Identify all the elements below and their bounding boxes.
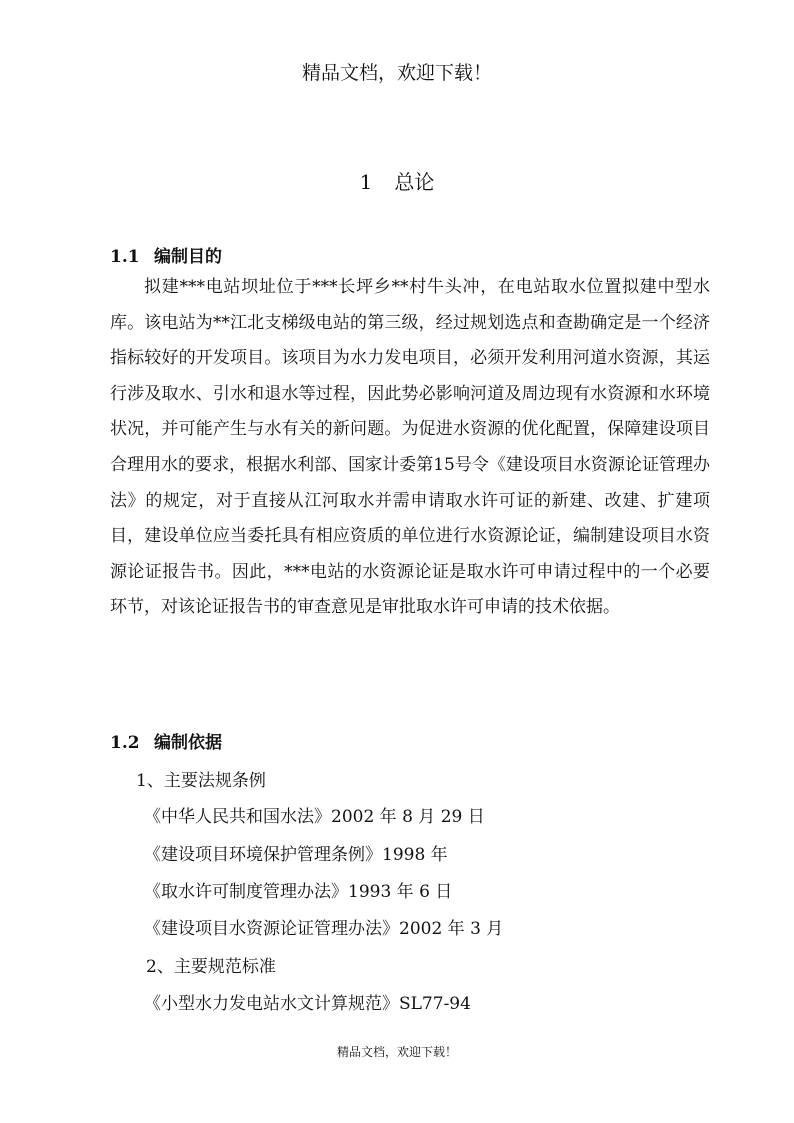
section-title: 编制目的: [154, 247, 222, 267]
chapter-number: 1: [359, 170, 373, 194]
law-item: 《中华人民共和国水法》2002 年 8 月 29 日: [144, 807, 485, 827]
section-heading-1-2: [110, 728, 222, 753]
law-item: 《取水许可制度管理办法》1993 年 6 日: [144, 882, 453, 902]
page-header: 精品文档，欢迎下载！: [301, 62, 492, 84]
subsection-standards: 2、主要规范标准: [146, 957, 276, 977]
section-number: 1.2: [110, 733, 140, 753]
section-title: 编制依据: [154, 733, 222, 753]
law-item: 《建设项目环境保护管理条例》1998 年: [144, 845, 448, 865]
section-heading-1-1: [110, 242, 222, 267]
standard-item: 《小型水力发电站水文计算规范》SL77-94: [144, 994, 471, 1014]
chapter-heading: [0, 166, 794, 195]
page-footer: 精品文档，欢迎下载！: [336, 1045, 457, 1059]
subsection-laws: 1、主要法规条例: [136, 771, 266, 791]
section-number: 1.1: [110, 247, 140, 267]
purpose-paragraph: 拟建***电站坝址位于***长坪乡**村牛头冲，在电站取水位置拟建中型水库。该电站为**江北支梯级电站的第三级，经过规划选点和查勘确定是一个经济指标较好的开发项目。该项目为水力发电项目，必须开发利用河道水资源，其运行涉及取水、引水和退水等过程，因此势必影响河道及周边现有水资源和水环境状况，并可能产生与水有关的新问题。为促进水资源的优化配置，保障建设项目合理用水的要求，根据水利部、国家计委第15号令《建设项目水资源论证管理办法》的规定，对于直接从江河取水并需申请取水许可证的新建、改建、扩建项目，建设单位应当委托具有相应资质的单位进行水资源论证，编制建设项目水资源论证报告书。因此，***电站的水资源论证是取水许可申请过程中的一个必要环节，对该论证报告书的审查意见是审批取水许可申请的技术依据。: [110, 277, 710, 618]
law-item: 《建设项目水资源论证管理办法》2002 年 3 月: [144, 919, 504, 939]
chapter-title: 总论: [394, 170, 435, 194]
